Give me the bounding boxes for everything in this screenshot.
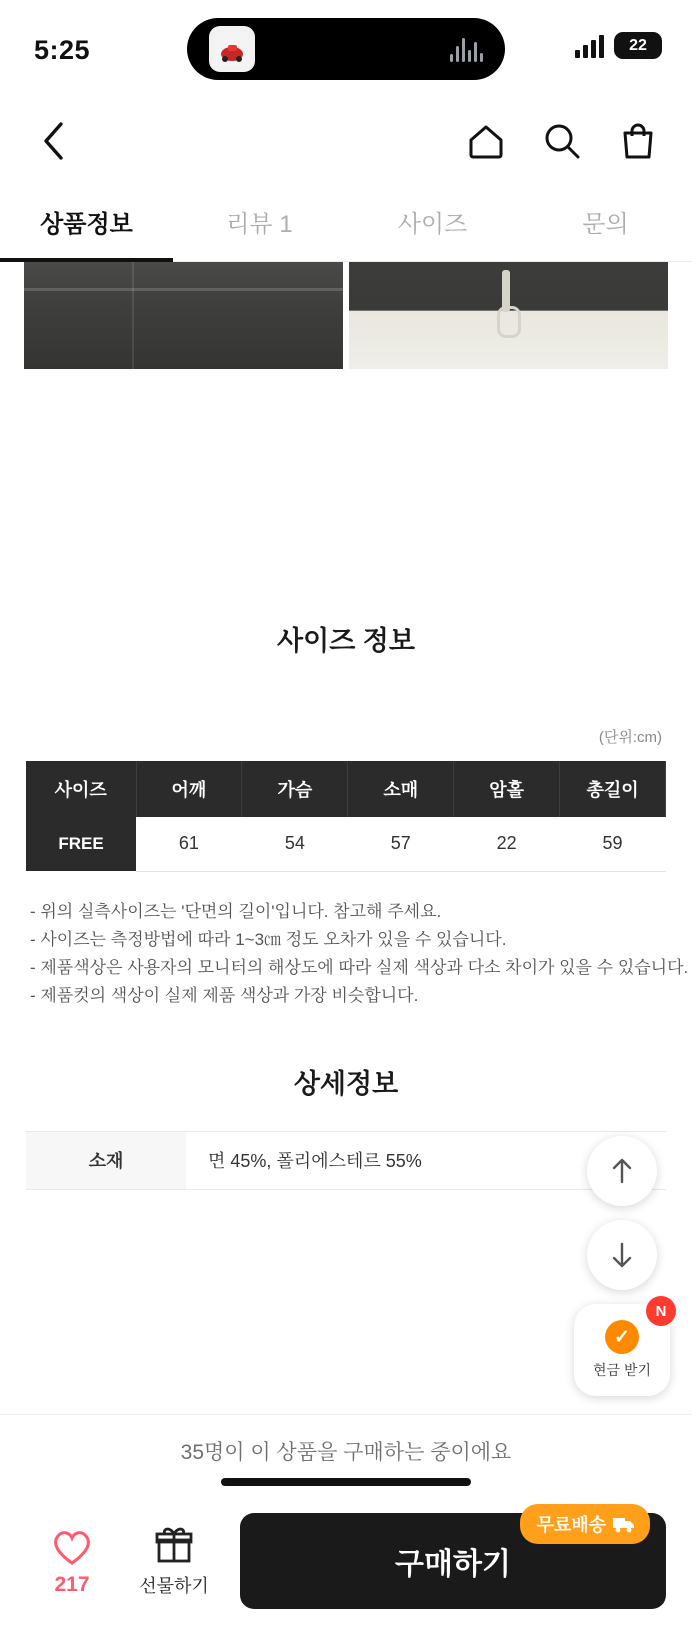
search-icon[interactable]	[538, 117, 586, 165]
product-photo-row	[0, 262, 692, 369]
status-bar	[0, 0, 692, 100]
size-cell-sleeve: 57	[348, 817, 454, 871]
coin-check-icon: ✓	[605, 1320, 639, 1354]
home-icon[interactable]	[462, 117, 510, 165]
size-note-2: - 사이즈는 측정방법에 따라 1~3㎝ 정도 오차가 있을 수 있습니다.	[30, 929, 507, 949]
size-note-1: - 위의 실측사이즈는 '단면의 길이'입니다. 참고해 주세요.	[30, 901, 442, 921]
product-detail-content[interactable]	[0, 262, 692, 1414]
cash-reward-button[interactable]	[574, 1304, 670, 1396]
table-row	[26, 1131, 666, 1189]
size-col-chest: 가슴	[242, 761, 348, 817]
product-tabs	[0, 182, 692, 262]
status-right	[575, 32, 662, 59]
cash-reward-label: 현금 받기	[593, 1362, 651, 1378]
music-app-icon[interactable]	[209, 26, 255, 72]
cellular-signal-icon	[575, 34, 604, 58]
size-cell-shoulder: 61	[136, 817, 242, 871]
buy-button[interactable]: 구매하기	[240, 1513, 666, 1609]
size-section-title: 사이즈 정보	[277, 626, 415, 656]
product-photo-right	[349, 262, 668, 369]
tab-inquiry[interactable]: 문의	[582, 211, 629, 238]
content-spacer	[0, 369, 692, 599]
tab-size[interactable]: 사이즈	[397, 211, 468, 238]
size-cell-armhole: 22	[454, 817, 560, 871]
scroll-to-top-button[interactable]	[587, 1136, 657, 1206]
size-cell-length: 59	[560, 817, 666, 871]
status-time: 5:25	[34, 34, 91, 65]
gift-label: 선물하기	[139, 1576, 209, 1596]
live-buyers-banner: 35명이 이 상품을 구매하는 중이에요	[0, 1414, 692, 1486]
size-table	[26, 761, 666, 872]
gift-button[interactable]	[128, 1524, 220, 1598]
audio-waveform-icon	[450, 36, 483, 62]
size-note-3: - 제품색상은 사용자의 모니터의 해상도에 따라 실제 색상과 다소 차이가 있을 수 있습니다.	[30, 957, 689, 977]
size-col-length: 총길이	[560, 761, 666, 817]
size-notes	[30, 898, 689, 1010]
tab-product-info[interactable]: 상품정보	[0, 182, 173, 261]
battery-indicator: 22	[614, 32, 662, 59]
zipper-detail	[502, 270, 510, 312]
size-col-shoulder: 어깨	[136, 761, 242, 817]
free-shipping-label: 무료배송	[536, 1515, 606, 1535]
nav-actions	[462, 117, 662, 165]
product-photo-left	[24, 262, 343, 369]
free-shipping-badge	[520, 1504, 650, 1544]
size-col-sleeve: 소매	[348, 761, 454, 817]
scroll-to-bottom-button[interactable]	[587, 1220, 657, 1290]
like-count: 217	[54, 1573, 90, 1596]
navigation-bar	[0, 100, 692, 182]
arrow-up-icon	[606, 1155, 638, 1187]
like-button[interactable]	[26, 1525, 118, 1597]
size-note-4: - 제품컷의 색상이 실제 제품 색상과 가장 비슷합니다.	[30, 985, 419, 1005]
heart-icon	[49, 1525, 95, 1567]
tab-reviews[interactable]: 리뷰 1	[226, 211, 293, 238]
home-indicator	[221, 1478, 471, 1486]
delivery-truck-icon	[612, 1515, 636, 1533]
size-col-size: 사이즈	[26, 761, 136, 817]
bottom-action-bar	[0, 1486, 692, 1636]
size-row-label: FREE	[26, 817, 136, 871]
gift-icon	[151, 1524, 197, 1566]
table-row	[26, 817, 666, 871]
detail-section-title: 상세정보	[293, 1068, 399, 1099]
arrow-down-icon	[606, 1239, 638, 1271]
chevron-left-icon[interactable]	[30, 117, 78, 165]
size-col-armhole: 암홀	[454, 761, 560, 817]
table-header-row	[26, 761, 666, 817]
detail-value-material: 면 45%, 폴리에스테르 55%	[186, 1131, 666, 1189]
shopping-bag-icon[interactable]	[614, 117, 662, 165]
detail-key-material: 소재	[26, 1131, 186, 1189]
size-cell-chest: 54	[242, 817, 348, 871]
detail-table	[26, 1131, 666, 1190]
notification-badge: N	[646, 1296, 676, 1326]
dynamic-island[interactable]	[187, 18, 505, 80]
size-unit-note: (단위:cm)	[598, 729, 662, 746]
floating-buttons	[574, 1136, 670, 1396]
